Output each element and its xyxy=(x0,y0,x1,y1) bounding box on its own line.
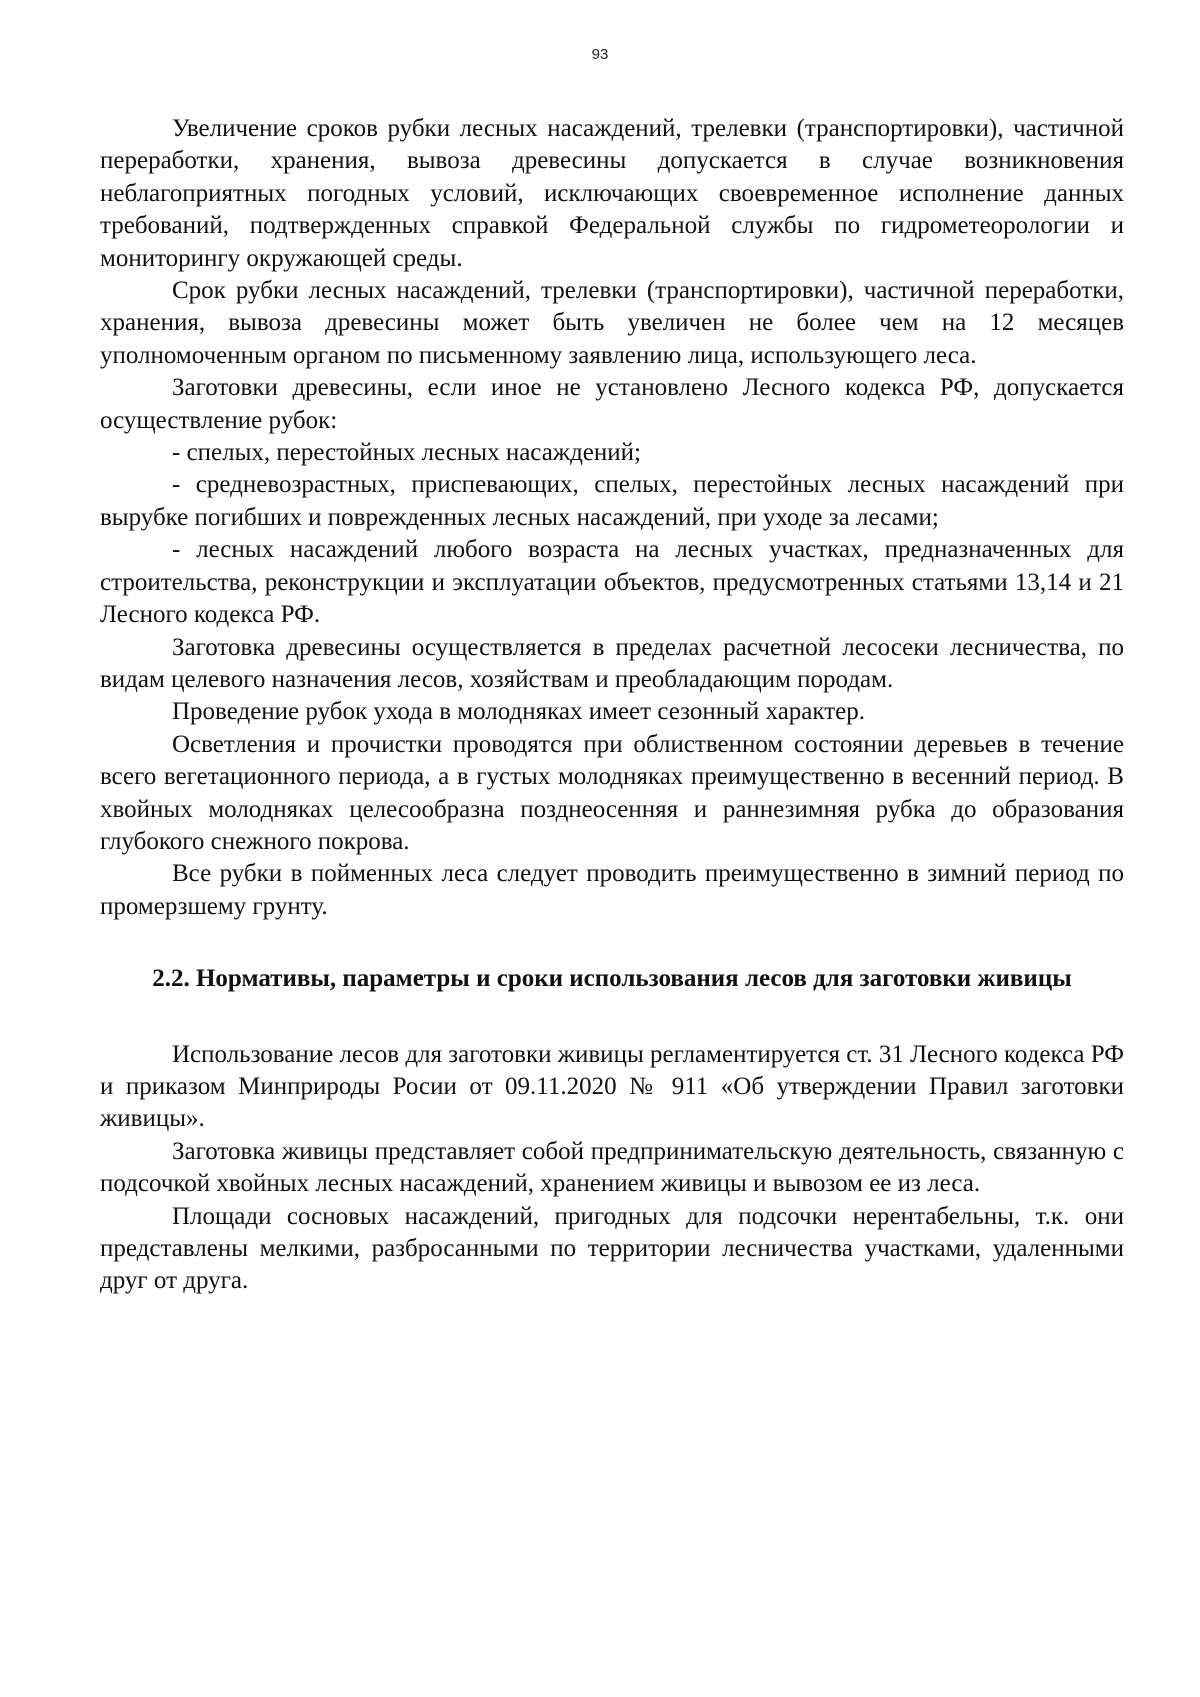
paragraph: Площади сосновых насаждений, пригодных для подсочки нерентабельны, т.к. они представлены мелкими, разбросанными по территории лесничества участками, удаленными друг от друга. xyxy=(100,1202,1124,1295)
section-heading: 2.2. Нормативы, параметры и сроки использования лесов для заготовки живицы xyxy=(152,965,1072,993)
paragraph: Срок рубки лесных насаждений, трелевки (транспортировки), частичной переработки, хранения, вывоза древесины может быть увеличен не более чем на 12 месяцев уполномоченным органом по письменному заявлению лица, использующего леса. xyxy=(100,277,1124,369)
list-item: - средневозрастных, приспевающих, спелых, перестойных лесных насаждений при вырубке погибших и поврежденных лесных насаждений, при уходе за лесами; xyxy=(100,471,1124,531)
paragraph: Заготовка древесины осуществляется в пределах расчетной лесосеки лесничества, по видам целевого назначения лесов, хозяйствам и преобладающим породам. xyxy=(100,633,1124,693)
list-item: - спелых, перестойных лесных насаждений; xyxy=(172,439,641,467)
paragraph: Увеличение сроков рубки лесных насаждений, трелевки (транспортировки), частичной переработки, хранения, вывоза древесины допускается в случае возникновения неблагоприятных погодных условий, исключающих своевременное исполнение данных требований, подтвержденных справкой Федеральной службы по гидрометеорологии и мониторингу окружающей среды. xyxy=(100,115,1124,272)
paragraph: Проведение рубок ухода в молодняках имеет сезонный характер. xyxy=(172,698,865,726)
paragraph: Заготовка живицы представляет собой предпринимательскую деятельность, связанную с подсочкой хвойных лесных насаждений, хранением живицы и вывозом ее из леса. xyxy=(100,1137,1124,1198)
paragraph: Все рубки в пойменных леса следует проводить преимущественно в зимний период по промерзшему грунту. xyxy=(100,860,1124,920)
paragraph: Заготовки древесины, если иное не установлено Лесного кодекса РФ, допускается осуществление рубок: xyxy=(100,374,1124,434)
section-wood-harvesting xyxy=(100,113,1124,923)
section-resin-harvesting xyxy=(100,1039,1124,1298)
page-number: 93 xyxy=(591,46,609,63)
list-item: - лесных насаждений любого возраста на лесных участках, предназначенных для строительства, реконструкции и эксплуатации объектов, предусмотренных статьями 13,14 и 21 Лесного кодекса РФ. xyxy=(100,536,1124,629)
document-body xyxy=(100,113,1124,1298)
paragraph: Осветления и прочистки проводятся при облиственном состоянии деревьев в течение всего вегетационного периода, а в густых молодняках преимущественно в весенний период. В хвойных молодняках целесообразна позднеосенняя и раннезимняя рубка до образования глубокого снежного покрова. xyxy=(100,730,1124,855)
paragraph: Использование лесов для заготовки живицы регламентируется ст. 31 Лесного кодекса РФ и приказом Минприроды Росии от 09.11.2020 № 911 «Об утверждении Правил заготовки живицы». xyxy=(100,1040,1124,1133)
